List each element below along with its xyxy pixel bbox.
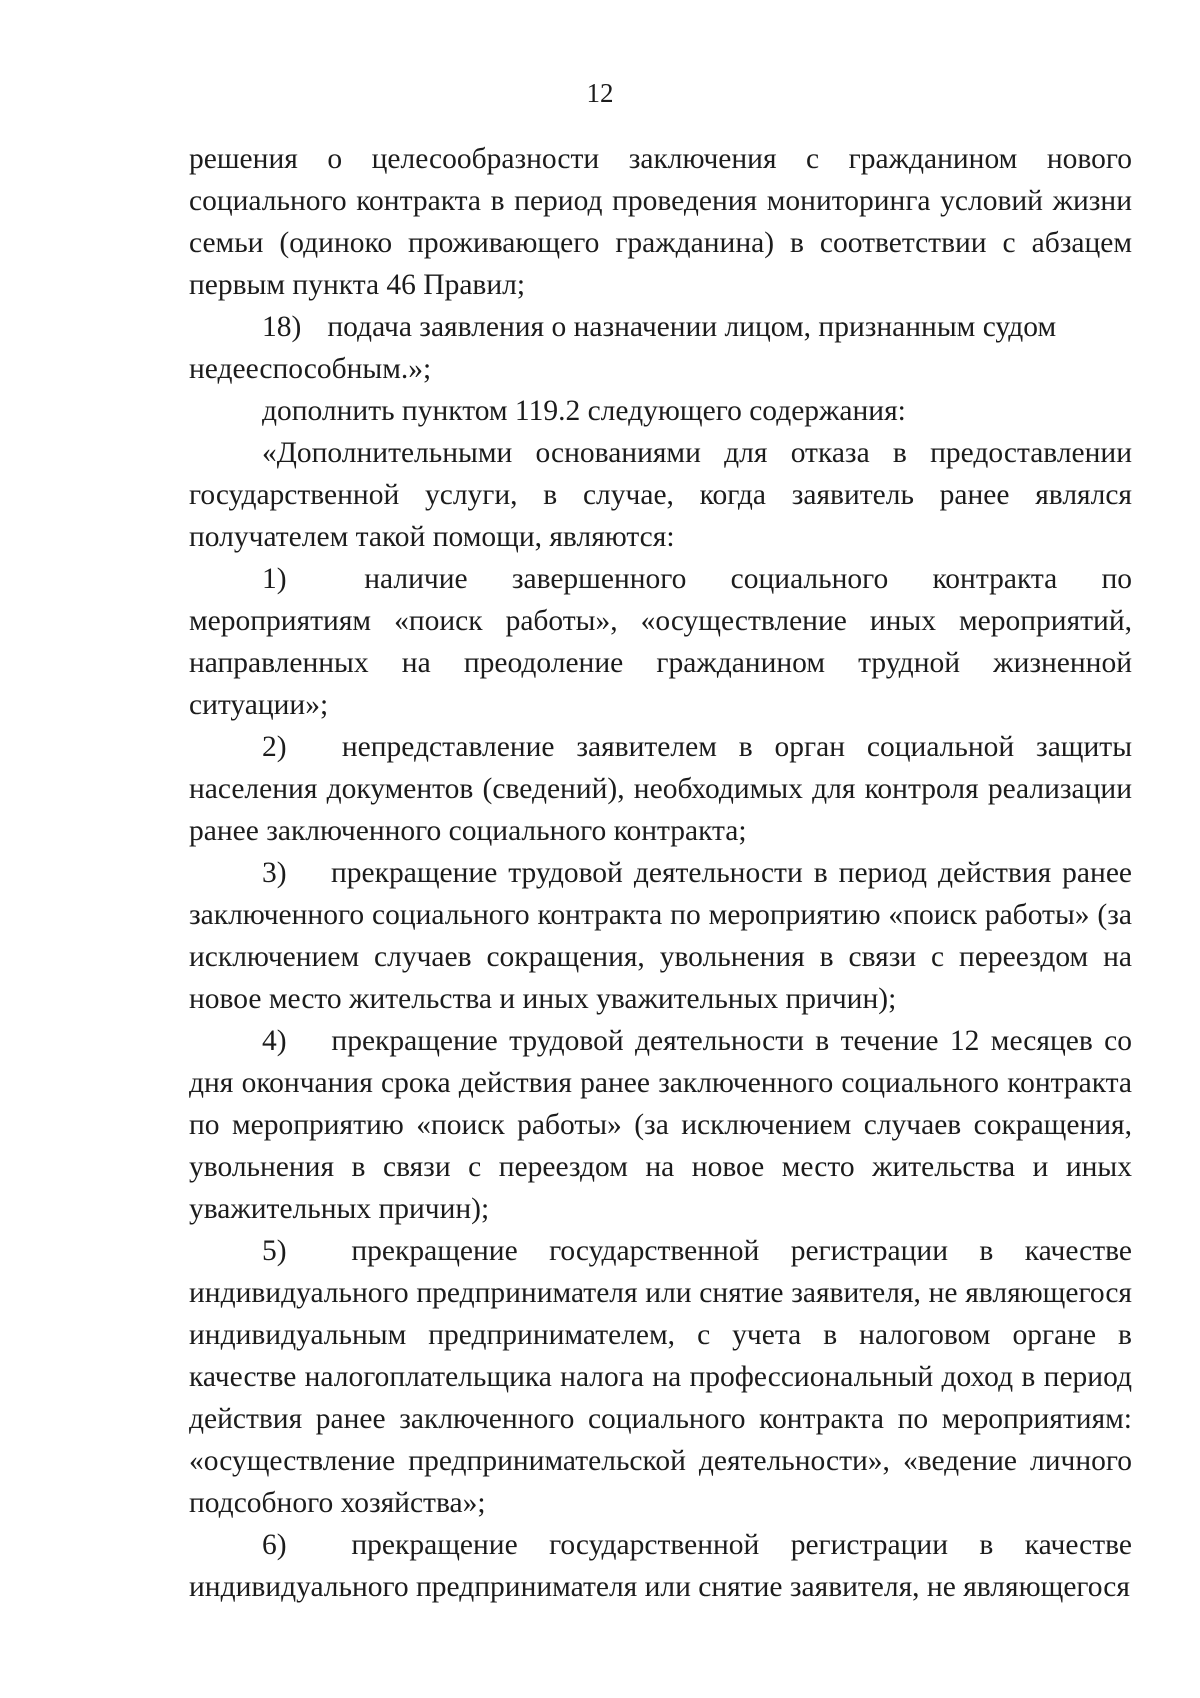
page-number: 12 [586,78,614,108]
list-item-text: непредставление заявителем в орган социальной защиты населения документов (сведений), необходимых для контроля реализации ранее заключенного социального контракта; [189,731,1133,847]
list-item-1 [189,558,1132,726]
list-item-text: прекращение трудовой деятельности в период действия ранее заключенного социального контракта по мероприятию «поиск работы» (за исключением случаев сокращения, увольнения в связи с переездом на новое место жительства и иных уважительных причин); [189,857,1133,1015]
list-item-6 [189,1524,1132,1608]
list-item-number: 1) [262,563,287,595]
paragraph-grounds: «Дополнительными основаниями для отказа в предоставлении государственной услуги, в случае, когда заявитель ранее являлся получателем такой помощи, являются: [189,437,1132,553]
list-item-number: 2) [262,731,287,763]
paragraph-continuation: решения о целесообразности заключения с гражданином нового социального контракта в период проведения мониторинга условий жизни семьи (одиноко проживающего гражданина) в соответствии с абзацем первым пункта 46 Правил; [189,143,1132,301]
paragraph-amendment: дополнить пунктом 119.2 следующего содержания: [262,395,906,427]
list-item-3 [189,852,1132,1020]
list-item-number: 4) [262,1025,287,1057]
list-item-18 [189,306,1132,348]
paragraph-item-18-end: недееспособным.»; [189,353,432,385]
list-item-text: наличие завершенного социального контракта по мероприятиям «поиск работы», «осуществление иных мероприятий, направленных на преодоление гражданином трудной жизненной ситуации»; [189,563,1132,721]
list-item-5 [189,1230,1132,1524]
list-item-number: 3) [262,857,287,889]
list-item-text: прекращение трудовой деятельности в течение 12 месяцев со дня окончания срока действия ранее заключенного социального контракта по мероприятию «поиск работы» (за исключением случаев сокращения, увольнения в связи с переездом на новое место жительства и иных уважительных причин); [189,1025,1132,1225]
list-item-text: прекращение государственной регистрации в качестве индивидуального предпринимателя или снятие заявителя, не являющегося индивидуальным предпринимателем, с учета в налоговом органе в качестве налогоплательщика налога на профессиональный доход в период действия ранее заключенного социального контракта по мероприятиям: «осуществление предпринимательской деятельности», «ведение личного подсобного хозяйства»; [189,1235,1132,1519]
list-item-text: прекращение государственной регистрации в качестве индивидуального предпринимателя или снятие заявителя, не являющегося [189,1529,1132,1603]
list-item-number: 18) [262,311,302,343]
list-item-number: 5) [262,1235,287,1267]
list-item-4 [189,1020,1132,1230]
list-item-text: подача заявления о назначении лицом, признанным судом [327,311,1057,343]
list-item-number: 6) [262,1529,287,1561]
list-item-2 [189,726,1132,852]
document-body [189,138,1132,1608]
